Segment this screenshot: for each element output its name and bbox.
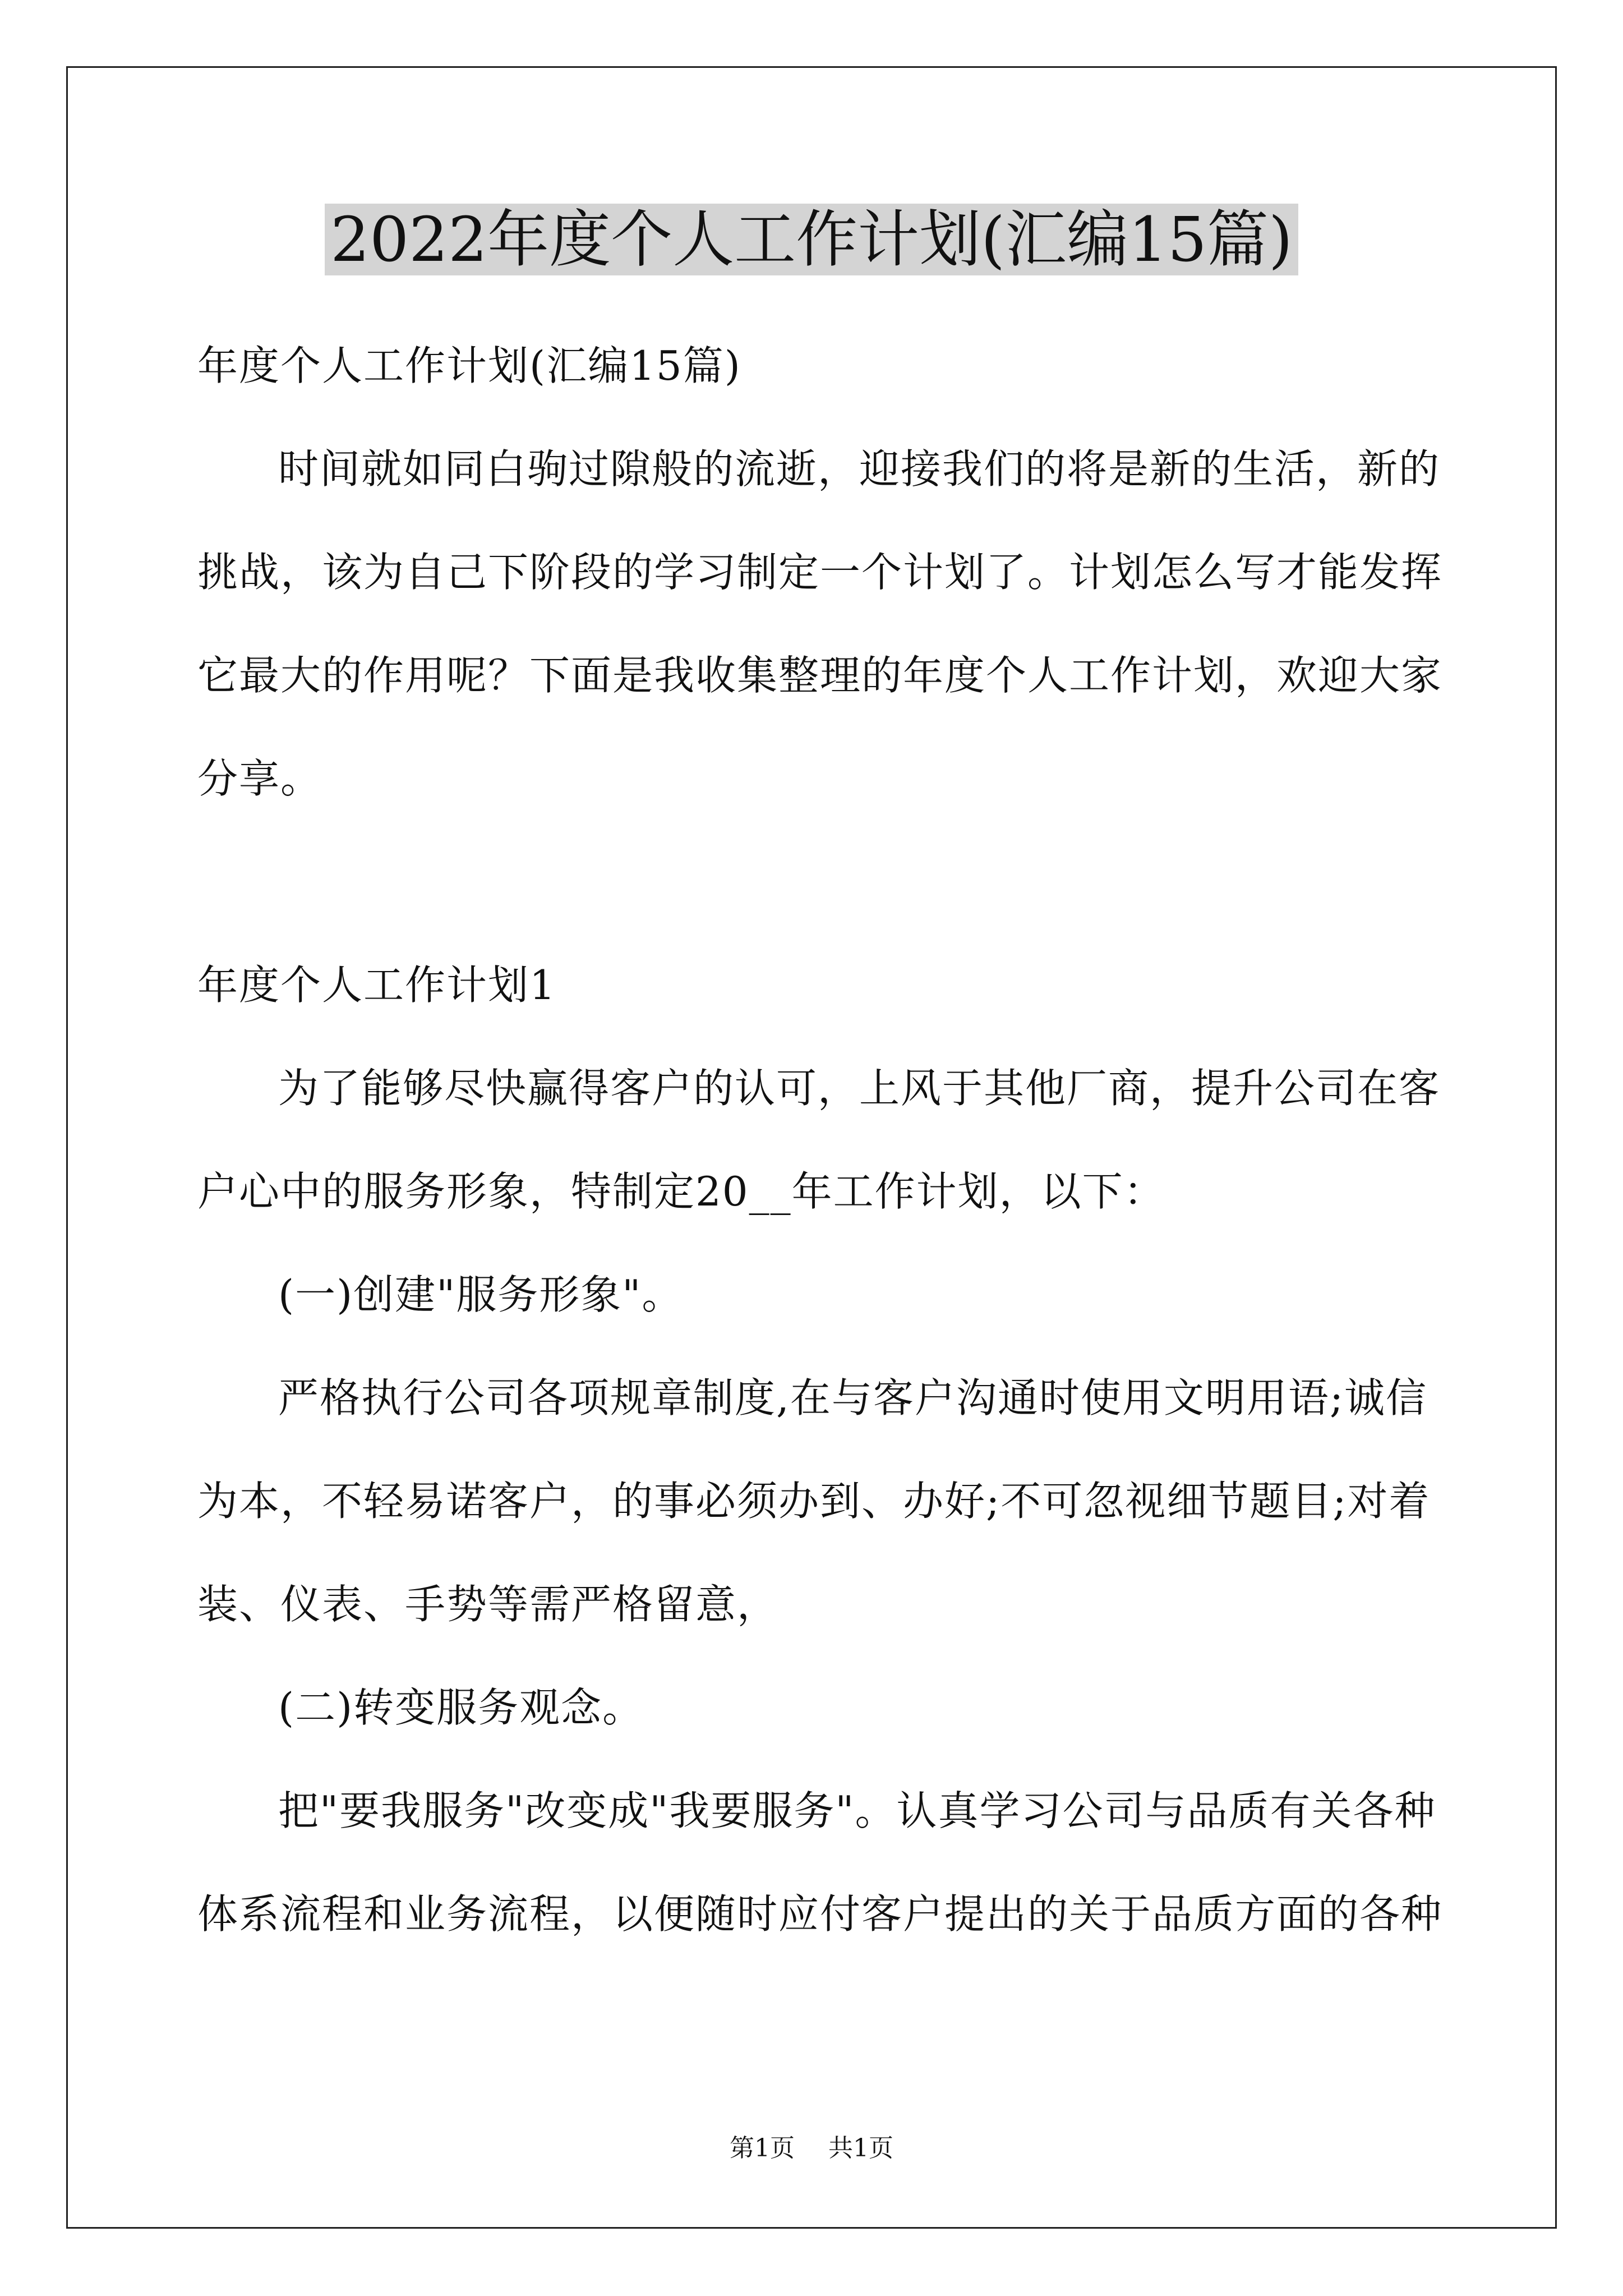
document-title-text: 2022年度个人工作计划(汇编15篇) [325, 204, 1298, 275]
paragraph-line: 把"要我服务"改变成"我要服务"。认真学习公司与品质有关各种 [278, 1787, 1436, 1834]
paragraph-line: 为本，不轻易诺客户，的事必须办到、办好;不可忽视细节题目;对着 [197, 1478, 1431, 1525]
page-footer [0, 2132, 1623, 2165]
paragraph-line: (二)转变服务观念。 [278, 1684, 644, 1731]
paragraph-line: 年度个人工作计划(汇编15篇) [197, 342, 741, 389]
paragraph-line: 分享。 [197, 755, 322, 802]
paragraph-line: 户心中的服务形象，特制定20__年工作计划，以下： [197, 1168, 1165, 1215]
document-body [197, 314, 1443, 1966]
paragraph-line: 装、仪表、手势等需严格留意， [197, 1581, 779, 1628]
document-title [0, 200, 1623, 279]
paragraph-line: 年度个人工作计划1 [197, 961, 556, 1009]
page-total: 共1页 [828, 2134, 893, 2162]
paragraph-line: (一)创建"服务形象"。 [278, 1271, 684, 1318]
paragraph-line: 时间就如同白驹过隙般的流逝，迎接我们的将是新的生活，新的 [278, 445, 1441, 493]
paragraph-line: 挑战，该为自己下阶段的学习制定一个计划了。计划怎么写才能发挥 [197, 549, 1443, 596]
blank-line [197, 830, 1431, 933]
paragraph-line: 为了能够尽快赢得客户的认可，上风于其他厂商，提升公司在客 [278, 1065, 1441, 1112]
paragraph-line: 严格执行公司各项规章制度,在与客户沟通时使用文明用语;诚信 [278, 1374, 1428, 1421]
page-number: 第1页 [730, 2134, 795, 2162]
paragraph-line: 体系流程和业务流程，以便随时应付客户提出的关于品质方面的各种 [197, 1890, 1443, 1938]
paragraph-line: 它最大的作用呢？下面是我收集整理的年度个人工作计划，欢迎大家 [197, 652, 1443, 699]
